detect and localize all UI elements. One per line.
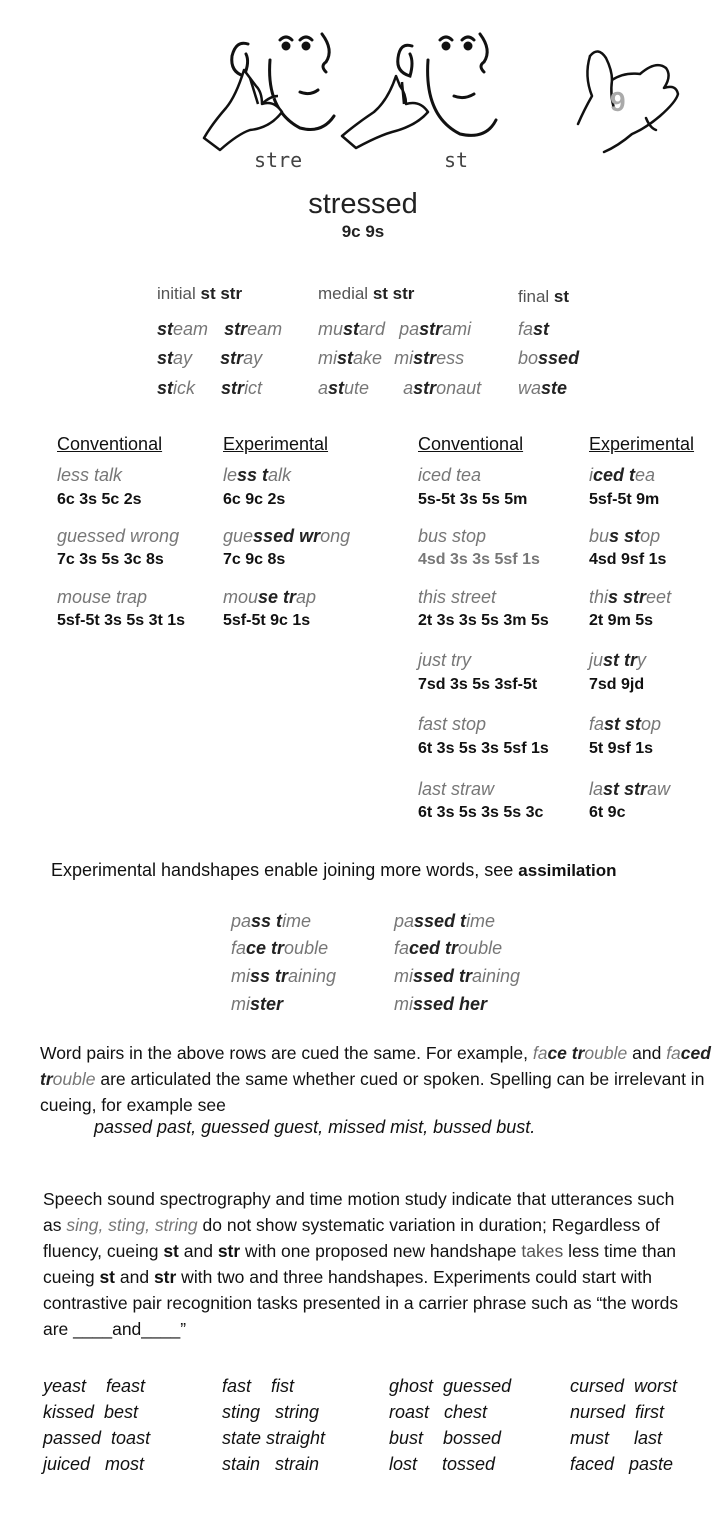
wordlist-c2-r1: fast fist [222,1376,295,1396]
assim-left-4: mister [231,994,284,1014]
medial-row-2: mistake mistress [318,348,465,368]
right-conv-word-1: iced tea [418,465,482,485]
left-exp-word-2: guessed wrong [223,526,351,546]
right-conv-word-3: this street [418,587,497,607]
wordlist-c2-r3: state straight [222,1428,326,1448]
medial-header [318,284,414,304]
wordlist-c4-r4: faced paste [570,1454,674,1474]
right-exp-code-3: 2t 9m 5s [589,612,654,629]
header-conventional-left: Conventional [57,434,163,454]
header-conventional-right: Conventional [418,434,524,454]
spelling-examples: passed past, guessed guest, missed mist, bussed bust. [94,1117,536,1137]
right-exp-word-4: just try [589,650,647,670]
handshape-9-icon [578,51,678,152]
right-conv-word-6: last straw [418,779,495,799]
speech-paragraph: Speech sound spectrography and time motion study indicate that utterances such as sing, sting, string do not show systematic variation in duration; Regardless of fluency, cueing st and str with one proposed new handshape takes less time than cueing st and str with two and three handshapes. Experiments could start with contrastive pair recognition tasks presented in a carrier phrase such as “the words are ____and____” [43,1189,679,1339]
left-conv-code-1: 6c 3s 5c 2s [57,491,142,508]
assim-right-2: faced trouble [394,938,503,958]
title-code: 9c 9s [341,222,385,241]
initial-header-clusters: st str [200,284,243,303]
left-conv-code-3: 5sf-5t 3s 5s 3t 1s [57,612,186,629]
final-row-2: bossed [518,348,580,368]
right-conv-code-4: 7sd 3s 5s 3sf-5t [418,676,538,693]
wordlist-c1-r3: passed toast [43,1428,151,1448]
wordlist-c4-r2: nursed first [570,1402,665,1422]
left-exp-code-3: 5sf-5t 9c 1s [223,612,311,629]
word-pairs-paragraph: Word pairs in the above rows are cued the same. For example, face trouble and faced trouble are articulated the same whether cued or spoken. Spelling can be irrelevant in cueing, for example see [40,1043,711,1115]
medial-header-text: medial [318,284,369,303]
medial-header-clusters: st str [372,284,415,303]
final-header [518,287,569,307]
wordlist-c1-r2: kissed best [43,1402,139,1422]
left-exp-word-1: less talk [223,465,292,485]
wordlist-c3-r3: bust bossed [389,1428,502,1448]
right-conv-code-5: 6t 3s 5s 3s 5sf 1s [418,740,549,757]
wordlist-c3-r4: lost tossed [389,1454,496,1474]
assimilation-link[interactable]: assimilation [518,861,617,880]
right-conv-word-2: bus stop [418,526,487,546]
assim-right-3: missed training [394,966,521,986]
right-conv-code-2: 4sd 3s 3s 5sf 1s [418,551,540,568]
wordlist-c3-r2: roast chest [389,1402,488,1422]
assim-right-4: missed her [394,994,488,1014]
right-exp-word-6: last straw [589,779,671,799]
assim-left-2: face trouble [231,938,329,958]
assim-left-3: miss training [231,966,337,986]
left-conv-word-1: less talk [57,465,123,485]
figure-label-st: st [444,148,469,172]
right-exp-word-2: bus stop [589,526,661,546]
assim-right-1: passed time [394,911,496,931]
final-row-1: fast [518,319,550,339]
right-conv-code-1: 5s-5t 3s 5s 5m [418,491,528,508]
right-exp-word-3: this street [589,587,672,607]
wordlist-c1-r4: juiced most [43,1454,145,1474]
left-conv-word-2: guessed wrong [57,526,180,546]
final-header-clusters: st [553,287,570,306]
hand-right-icon [342,76,428,148]
initial-row-2: stay stray [157,348,263,368]
right-conv-code-6: 6t 3s 5s 3s 5s 3c [418,804,544,821]
left-exp-code-2: 7c 9c 8s [223,551,286,568]
initial-header [157,284,242,304]
figure-label-stre: stre [254,148,303,172]
wordlist-c4-r3: must last [570,1428,663,1448]
left-conv-word-3: mouse trap [57,587,148,607]
wordlist-c2-r2: sting string [222,1402,320,1422]
final-header-text: final [518,287,550,306]
right-exp-code-1: 5sf-5t 9m [589,491,660,508]
right-exp-code-5: 5t 9sf 1s [589,740,654,757]
right-conv-word-4: just try [418,650,472,670]
left-exp-code-1: 6c 9c 2s [223,491,286,508]
right-exp-word-1: iced tea [589,465,656,485]
initial-header-text: initial [157,284,196,303]
right-exp-code-2: 4sd 9sf 1s [589,551,667,568]
initial-row-1: steam stream [157,319,283,339]
right-conv-code-3: 2t 3s 3s 5s 3m 5s [418,612,549,629]
header-experimental-right: Experimental [589,434,695,454]
assimilation-text: Experimental handshapes enable joining more words, see [51,860,519,880]
wordlist-c1-r1: yeast feast [43,1376,146,1396]
wordlist-c2-r4: stain strain [222,1454,320,1474]
right-exp-word-5: fast stop [589,714,662,734]
header-experimental-left: Experimental [223,434,329,454]
wordlist-c4-r1: cursed worst [570,1376,678,1396]
final-row-3: waste [518,378,568,398]
title-word: stressed [308,188,418,220]
wordlist-c3-r1: ghost guessed [389,1376,512,1396]
initial-row-3: stick strict [157,378,263,398]
right-exp-code-6: 6t 9c [589,804,626,821]
medial-row-3: astute astronaut [318,378,482,398]
assimilation-sentence [51,860,617,881]
right-conv-word-5: fast stop [418,714,487,734]
handshape-number: 9 [610,86,626,117]
right-exp-code-4: 7sd 9jd [589,676,645,693]
assim-left-1: pass time [231,911,312,931]
left-conv-code-2: 7c 3s 5s 3c 8s [57,551,164,568]
medial-row-1: mustard pastrami [318,319,472,339]
left-exp-word-3: mouse trap [223,587,317,607]
